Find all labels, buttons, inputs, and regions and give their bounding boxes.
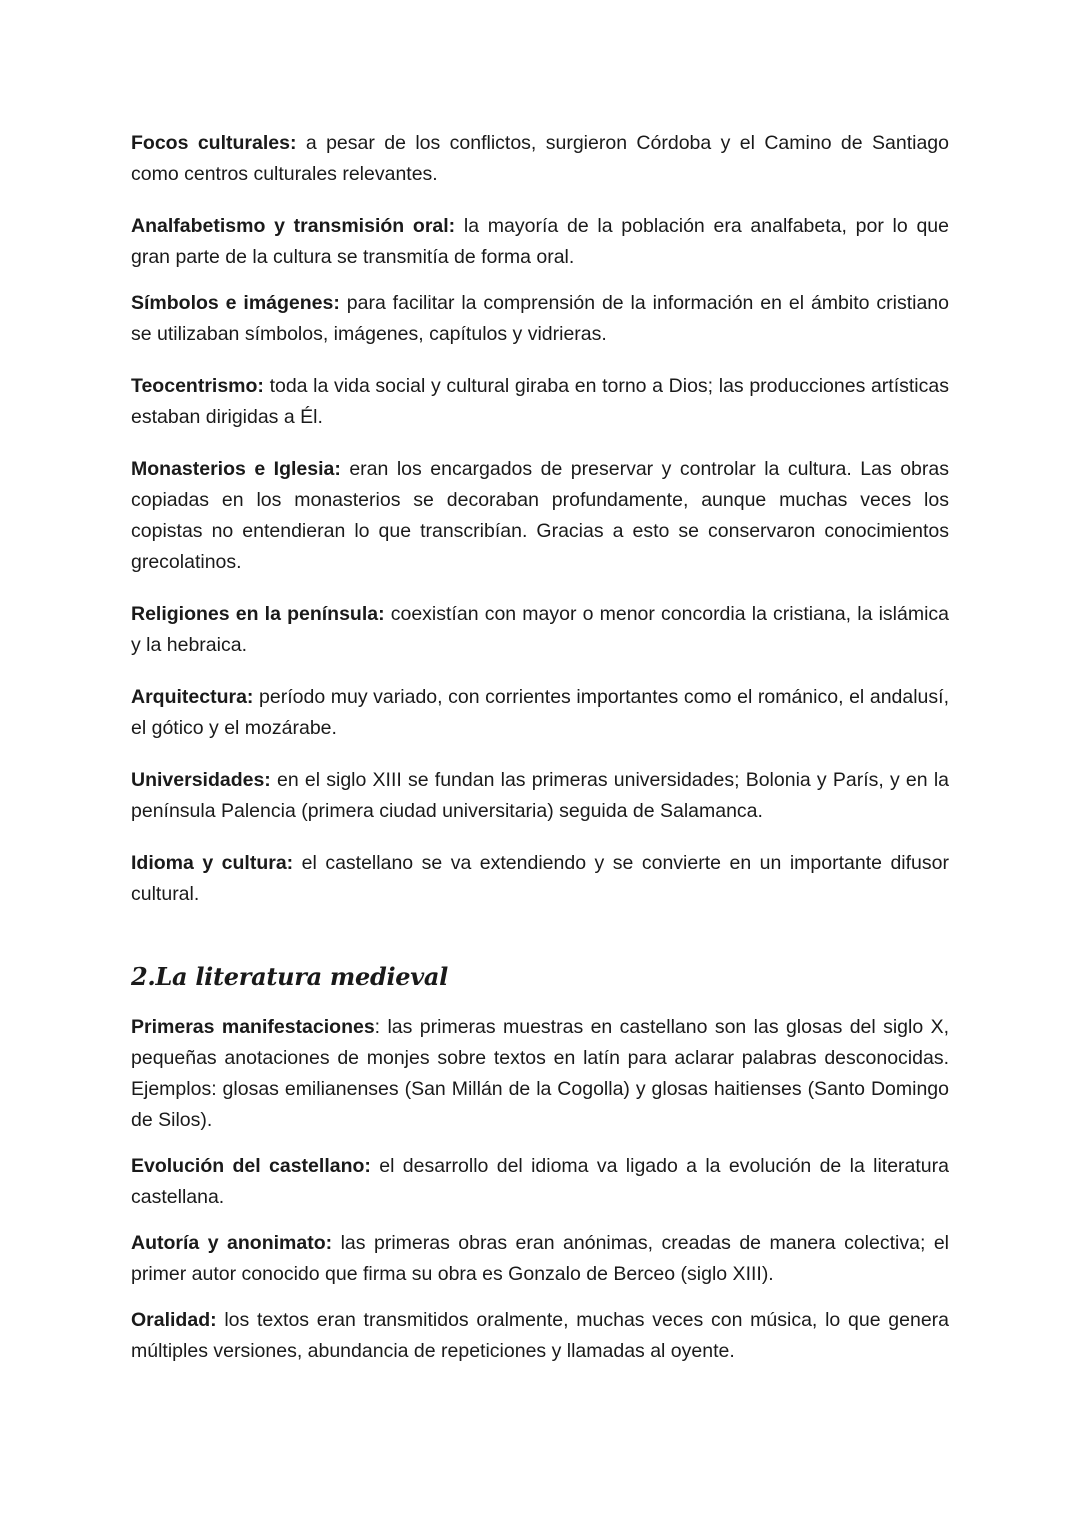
paragraph-autoria bbox=[131, 1228, 949, 1290]
document-page bbox=[131, 128, 949, 1367]
paragraph-monasterios bbox=[131, 454, 949, 578]
term-label: Primeras manifestaciones bbox=[131, 1016, 375, 1038]
paragraph-focos-culturales bbox=[131, 128, 949, 190]
paragraph-arquitectura bbox=[131, 682, 949, 744]
term-label: Autoría y anonimato: bbox=[131, 1232, 333, 1254]
paragraph-oralidad bbox=[131, 1305, 949, 1367]
paragraph-text: los textos eran transmitidos oralmente, muchas veces con música, lo que genera múltiples versiones, abundancia de repeticiones y llamadas al oyente. bbox=[131, 1309, 949, 1362]
term-label: Teocentrismo: bbox=[131, 375, 264, 397]
paragraph-text: las primeras obras eran anónimas, creadas de manera colectiva; el primer autor conocido que firma su obra es Gonzalo de Berceo (siglo XIII). bbox=[131, 1232, 950, 1285]
paragraph-idioma bbox=[131, 848, 949, 910]
term-label: Símbolos e imágenes: bbox=[131, 292, 340, 314]
term-label: Idioma y cultura: bbox=[131, 852, 294, 874]
term-label: Arquitectura: bbox=[131, 686, 254, 708]
paragraph-universidades bbox=[131, 765, 949, 827]
paragraph-text: el desarrollo del idioma va ligado a la evolución de la literatura castellana. bbox=[131, 1155, 949, 1208]
paragraph-text: a pesar de los conflictos, surgieron Córdoba y el Camino de Santiago como centros culturales relevantes. bbox=[131, 132, 949, 185]
paragraph-text: el castellano se va extendiendo y se convierte en un importante difusor cultural. bbox=[131, 852, 949, 905]
paragraph-text: coexistían con mayor o menor concordia la cristiana, la islámica y la hebraica. bbox=[131, 603, 949, 656]
term-label: Analfabetismo y transmisión oral: bbox=[131, 215, 456, 237]
paragraph-religiones bbox=[131, 599, 949, 661]
paragraph-teocentrismo bbox=[131, 371, 949, 433]
term-label: Religiones en la península: bbox=[131, 603, 385, 625]
paragraph-primeras-manifestaciones bbox=[131, 1012, 949, 1136]
paragraph-evolucion bbox=[131, 1151, 949, 1213]
section-heading: 2.La literatura medieval bbox=[131, 962, 448, 991]
paragraph-text: toda la vida social y cultural giraba en torno a Dios; las producciones artísticas estaban dirigidas a Él. bbox=[131, 375, 949, 428]
term-label: Evolución del castellano: bbox=[131, 1155, 371, 1177]
paragraph-text: eran los encargados de preservar y controlar la cultura. Las obras copiadas en los monasterios se decoraban profundamente, aunque muchas veces los copistas no entendieran lo que transcribían. Gracias a esto se conservaron conocimientos grecolatinos. bbox=[131, 458, 949, 573]
paragraph-analfabetismo bbox=[131, 211, 949, 273]
paragraph-simbolos bbox=[131, 288, 949, 350]
term-label: Universidades: bbox=[131, 769, 271, 791]
paragraph-text: : las primeras muestras en castellano son las glosas del siglo X, pequeñas anotaciones de monjes sobre textos en latín para aclarar palabras desconocidas. Ejemplos: glosas emilianenses (San Millán de la Cogolla) y glosas haitienses (Santo Domingo de Silos). bbox=[131, 1016, 950, 1131]
paragraph-text: la mayoría de la población era analfabeta, por lo que gran parte de la cultura se transmitía de forma oral. bbox=[131, 215, 949, 268]
paragraph-text: período muy variado, con corrientes importantes como el románico, el andalusí, el gótico y el mozárabe. bbox=[131, 686, 949, 739]
paragraph-text: para facilitar la comprensión de la información en el ámbito cristiano se utilizaban símbolos, imágenes, capítulos y vidrieras. bbox=[131, 292, 949, 345]
term-label: Monasterios e Iglesia: bbox=[131, 458, 341, 480]
term-label: Focos culturales: bbox=[131, 132, 297, 154]
term-label: Oralidad: bbox=[131, 1309, 217, 1331]
paragraph-text: en el siglo XIII se fundan las primeras universidades; Bolonia y París, y en la península Palencia (primera ciudad universitaria) seguida de Salamanca. bbox=[131, 769, 949, 822]
